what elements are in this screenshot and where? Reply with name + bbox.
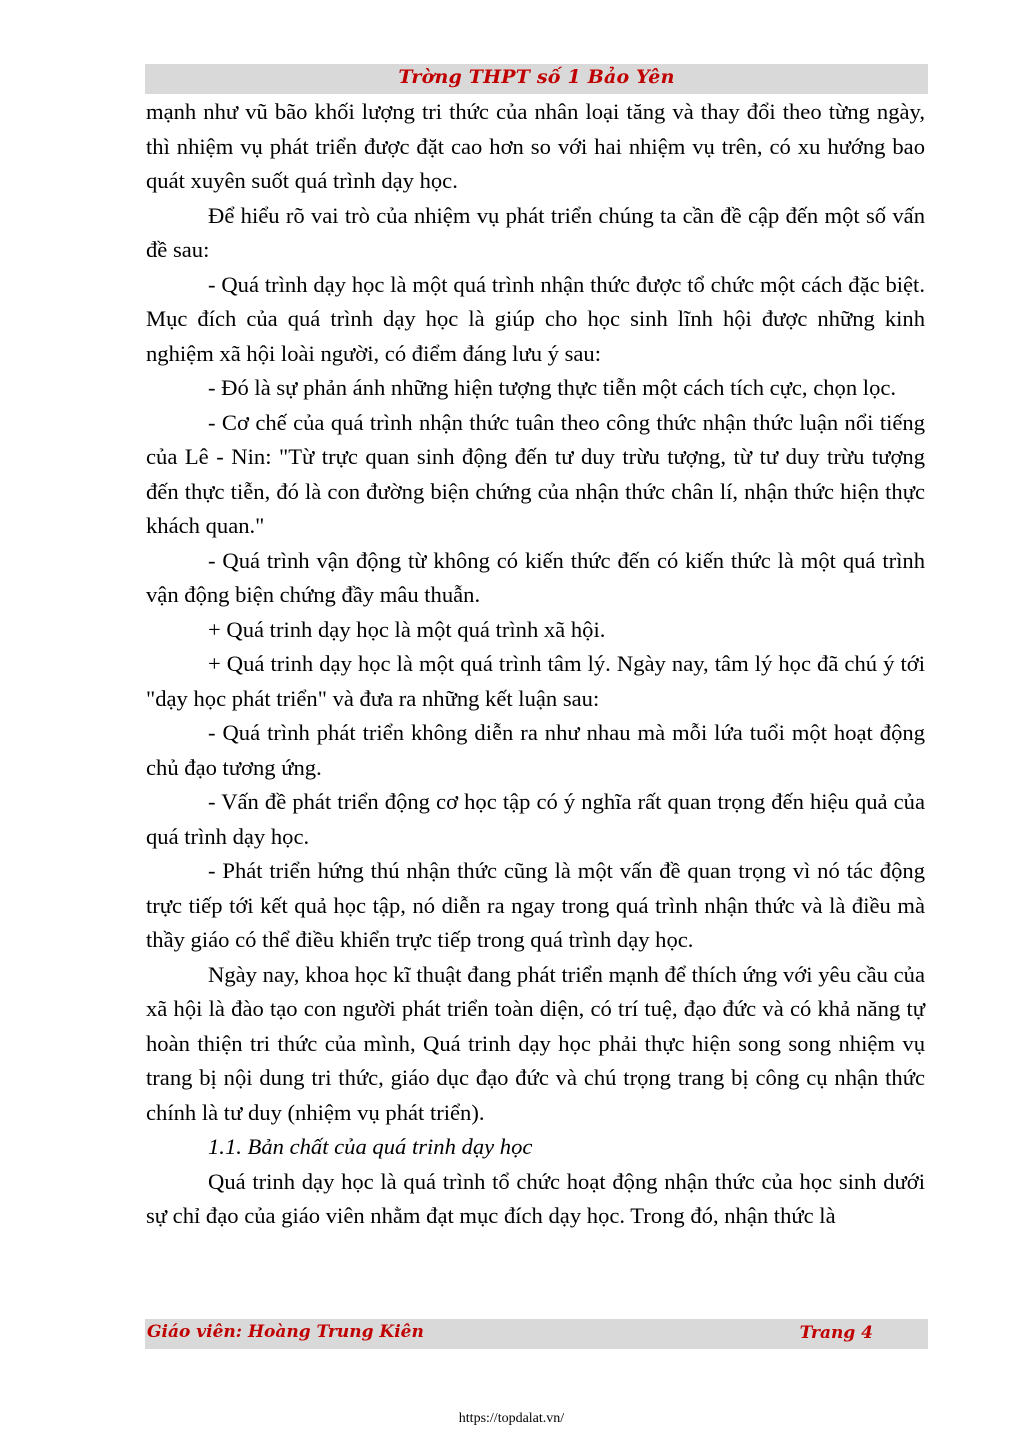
page-number: Trang 4: [799, 1323, 873, 1343]
document-body: [146, 95, 925, 1234]
page-header: [145, 64, 928, 94]
paragraph: Để hiểu rõ vai trò của nhiệm vụ phát triển chúng ta cần đề cập đến một số vấn đề sau:: [146, 202, 925, 262]
paragraph: mạnh như vũ bão khối lượng tri thức của nhân loại tăng và thay đổi theo từng ngày, thì nhiệm vụ phát triển được đặt cao hơn so với hai nhiệm vụ trên, có xu hướng bao quát xuyên suốt quá trình dạy học.: [146, 99, 925, 193]
page-footer: [145, 1319, 928, 1349]
paragraph: - Đó là sự phản ánh những hiện tượng thực tiễn một cách tích cực, chọn lọc.: [208, 375, 897, 400]
teacher-name: Giáo viên: Hoàng Trung Kiên: [147, 1322, 424, 1342]
paragraph: + Quá trinh dạy học là một quá trình xã hội.: [208, 616, 606, 642]
paragraph: Ngày nay, khoa học kĩ thuật đang phát triển mạnh để thích ứng với yêu cầu của xã hội là đào tạo con người phát triển toàn diện, có trí tuệ, đạo đức và có khả năng tự hoàn thiện tri thức của mình, Quá trinh dạy học phải thực hiện song song nhiệm vụ trang bị nội dung tri thức, giáo dục đạo đức và chú trọng trang bị công cụ nhận thức chính là tư duy (nhiệm vụ phát triển).: [146, 961, 925, 1125]
section-heading: 1.1. Bản chất của quá trinh dạy học: [208, 1134, 533, 1159]
paragraph: - Cơ chế của quá trình nhận thức tuân theo công thức nhận thức luận nổi tiếng của Lê - Nin: "Từ trực quan sinh động đến tư duy trừu tượng, từ tư duy trừu tượng đến thực tiễn, đó là con đường biện chứng của nhận thức chân lí, nhận thức hiện thực khách quan.": [146, 409, 925, 538]
paragraph: Quá trinh dạy học là quá trình tổ chức hoạt động nhận thức của học sinh dưới sự chỉ đạo của giáo viên nhằm đạt mục đích dạy học. Trong đó, nhận thức là: [146, 1168, 925, 1228]
paragraph: - Phát triển hứng thú nhận thức cũng là một vấn đề quan trọng vì nó tác động trực tiếp tới kết quả học tập, nó diễn ra ngay trong quá trình nhận thức và là điều mà thầy giáo có thể điều khiển trực tiếp trong quá trình dạy học.: [146, 858, 925, 952]
paragraph: - Vấn đề phát triển động cơ học tập có ý nghĩa rất quan trọng đến hiệu quả của quá trình dạy học.: [146, 789, 925, 849]
paragraph: - Quá trình phát triển không diễn ra như nhau mà mỗi lứa tuổi một hoạt động chủ đạo tương ứng.: [146, 720, 925, 780]
paragraph: - Quá trình vận động từ không có kiến thức đến có kiến thức là một quá trình vận động biện chứng đầy mâu thuẫn.: [146, 547, 925, 607]
paragraph: - Quá trình dạy học là một quá trình nhận thức được tổ chức một cách đặc biệt. Mục đích của quá trình dạy học là giúp cho học sinh lĩnh hội được những kinh nghiệm xã hội loài người, có điểm đáng lưu ý sau:: [146, 271, 925, 366]
school-name: Trờng THPT số 1 Bảo Yên: [398, 66, 675, 88]
source-url: https://topdalat.vn/: [458, 1411, 565, 1426]
paragraph: + Quá trinh dạy học là một quá trình tâm lý. Ngày nay, tâm lý học đã chú ý tới "dạy học phát triển" và đưa ra những kết luận sau:: [146, 651, 925, 711]
